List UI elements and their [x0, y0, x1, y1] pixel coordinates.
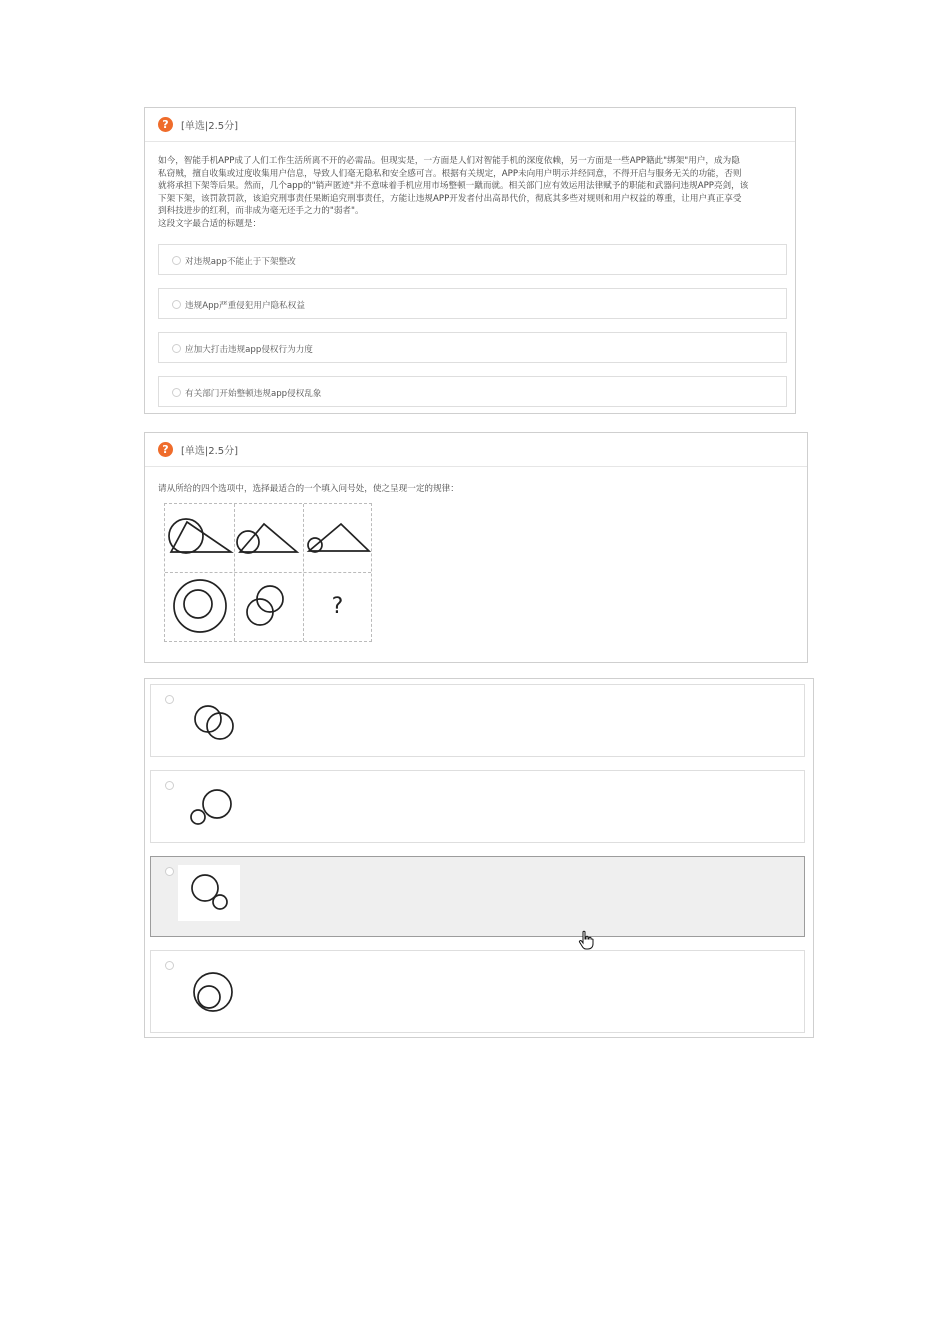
option-c[interactable] — [158, 332, 787, 363]
passage-line: 到科技进步的红利，而非成为毫无还手之力的"弱者"。 — [158, 206, 364, 217]
option-label: 对违规app不能止于下架整改 — [185, 257, 296, 267]
question-header — [145, 433, 807, 467]
option-figure-box — [178, 865, 240, 921]
radio-button[interactable] — [165, 961, 174, 970]
figure-overlapping-circles — [234, 572, 303, 641]
figure-circle-triangle-large — [165, 504, 234, 572]
radio-button[interactable] — [172, 388, 181, 397]
radio-button[interactable] — [172, 300, 181, 309]
radio-button[interactable] — [172, 256, 181, 265]
passage-line: 下架下架，该罚款罚款，该追究刑事责任果断追究刑事责任，方能让违规APP开发者付出高昂代价，彻底其多些对规则和用户权益的尊重，让用户真正享受 — [158, 193, 742, 204]
question-mark-icon: ? — [158, 442, 173, 457]
figure-two-equal-overlapping-circles — [183, 695, 243, 751]
figure-circle-triangle-small — [303, 504, 372, 572]
question-prompt: 请从所给的四个选项中，选择最适合的一个填入问号处，使之呈现一定的规律： — [158, 484, 459, 494]
hand-pointer-icon — [578, 930, 594, 950]
radio-button[interactable] — [165, 695, 174, 704]
question-header — [145, 108, 795, 142]
question-type-tag: [单选|2.5分] — [181, 121, 239, 132]
passage-line: 私窃贼，擅自收集或过度收集用户信息，导致人们毫无隐私和安全感可言。根据有关规定，APP未向用户明示并经同意，不得开启与服务无关的功能，否则 — [158, 168, 742, 179]
question-mark-placeholder: ? — [331, 594, 344, 619]
option-b[interactable] — [158, 288, 787, 319]
option-label: 应加大打击违规app侵权行为力度 — [185, 345, 313, 355]
answer-options-card — [144, 678, 814, 1038]
radio-button[interactable] — [165, 867, 174, 876]
option-d[interactable] — [158, 376, 787, 407]
question-type-tag: [单选|2.5分] — [181, 446, 239, 457]
figure-grid — [164, 503, 372, 642]
option-a[interactable] — [158, 244, 787, 275]
question-mark-icon: ? — [158, 117, 173, 132]
passage-line: 就将承担下架等后果。然而，几个app的"销声匿迹"并不意味着手机应用市场整顿一蹴而就。相关部门应有效运用法律赋予的职能和武器问违规APP亮剑，该 — [158, 181, 749, 192]
radio-button[interactable] — [172, 344, 181, 353]
figure-nested-circles — [165, 572, 234, 641]
answer-option-a[interactable] — [150, 684, 805, 757]
radio-button[interactable] — [165, 781, 174, 790]
figure-large-and-small-circles — [183, 781, 243, 837]
question-prompt: 这段文字最合适的标题是： — [158, 218, 262, 229]
answer-option-d[interactable] — [150, 950, 805, 1033]
option-label: 违规App严重侵犯用户隐私权益 — [185, 301, 305, 311]
question-passage — [158, 155, 788, 231]
answer-option-b[interactable] — [150, 770, 805, 843]
figure-inner-circle-touching — [183, 965, 243, 1021]
option-label: 有关部门开始整顿违规app侵权乱象 — [185, 389, 322, 399]
figure-circle-triangle-medium — [234, 504, 303, 572]
figure-circle-with-small-overlap — [178, 865, 240, 921]
answer-option-c[interactable] — [150, 856, 805, 937]
question-card-2 — [144, 432, 808, 663]
question-card-1 — [144, 107, 796, 414]
passage-line: 如今，智能手机APP成了人们工作生活所离不开的必需品。但现实是，一方面是人们对智能手机的深度依赖，另一方面是一些APP籍此"绑架"用户，成为隐 — [158, 156, 740, 166]
